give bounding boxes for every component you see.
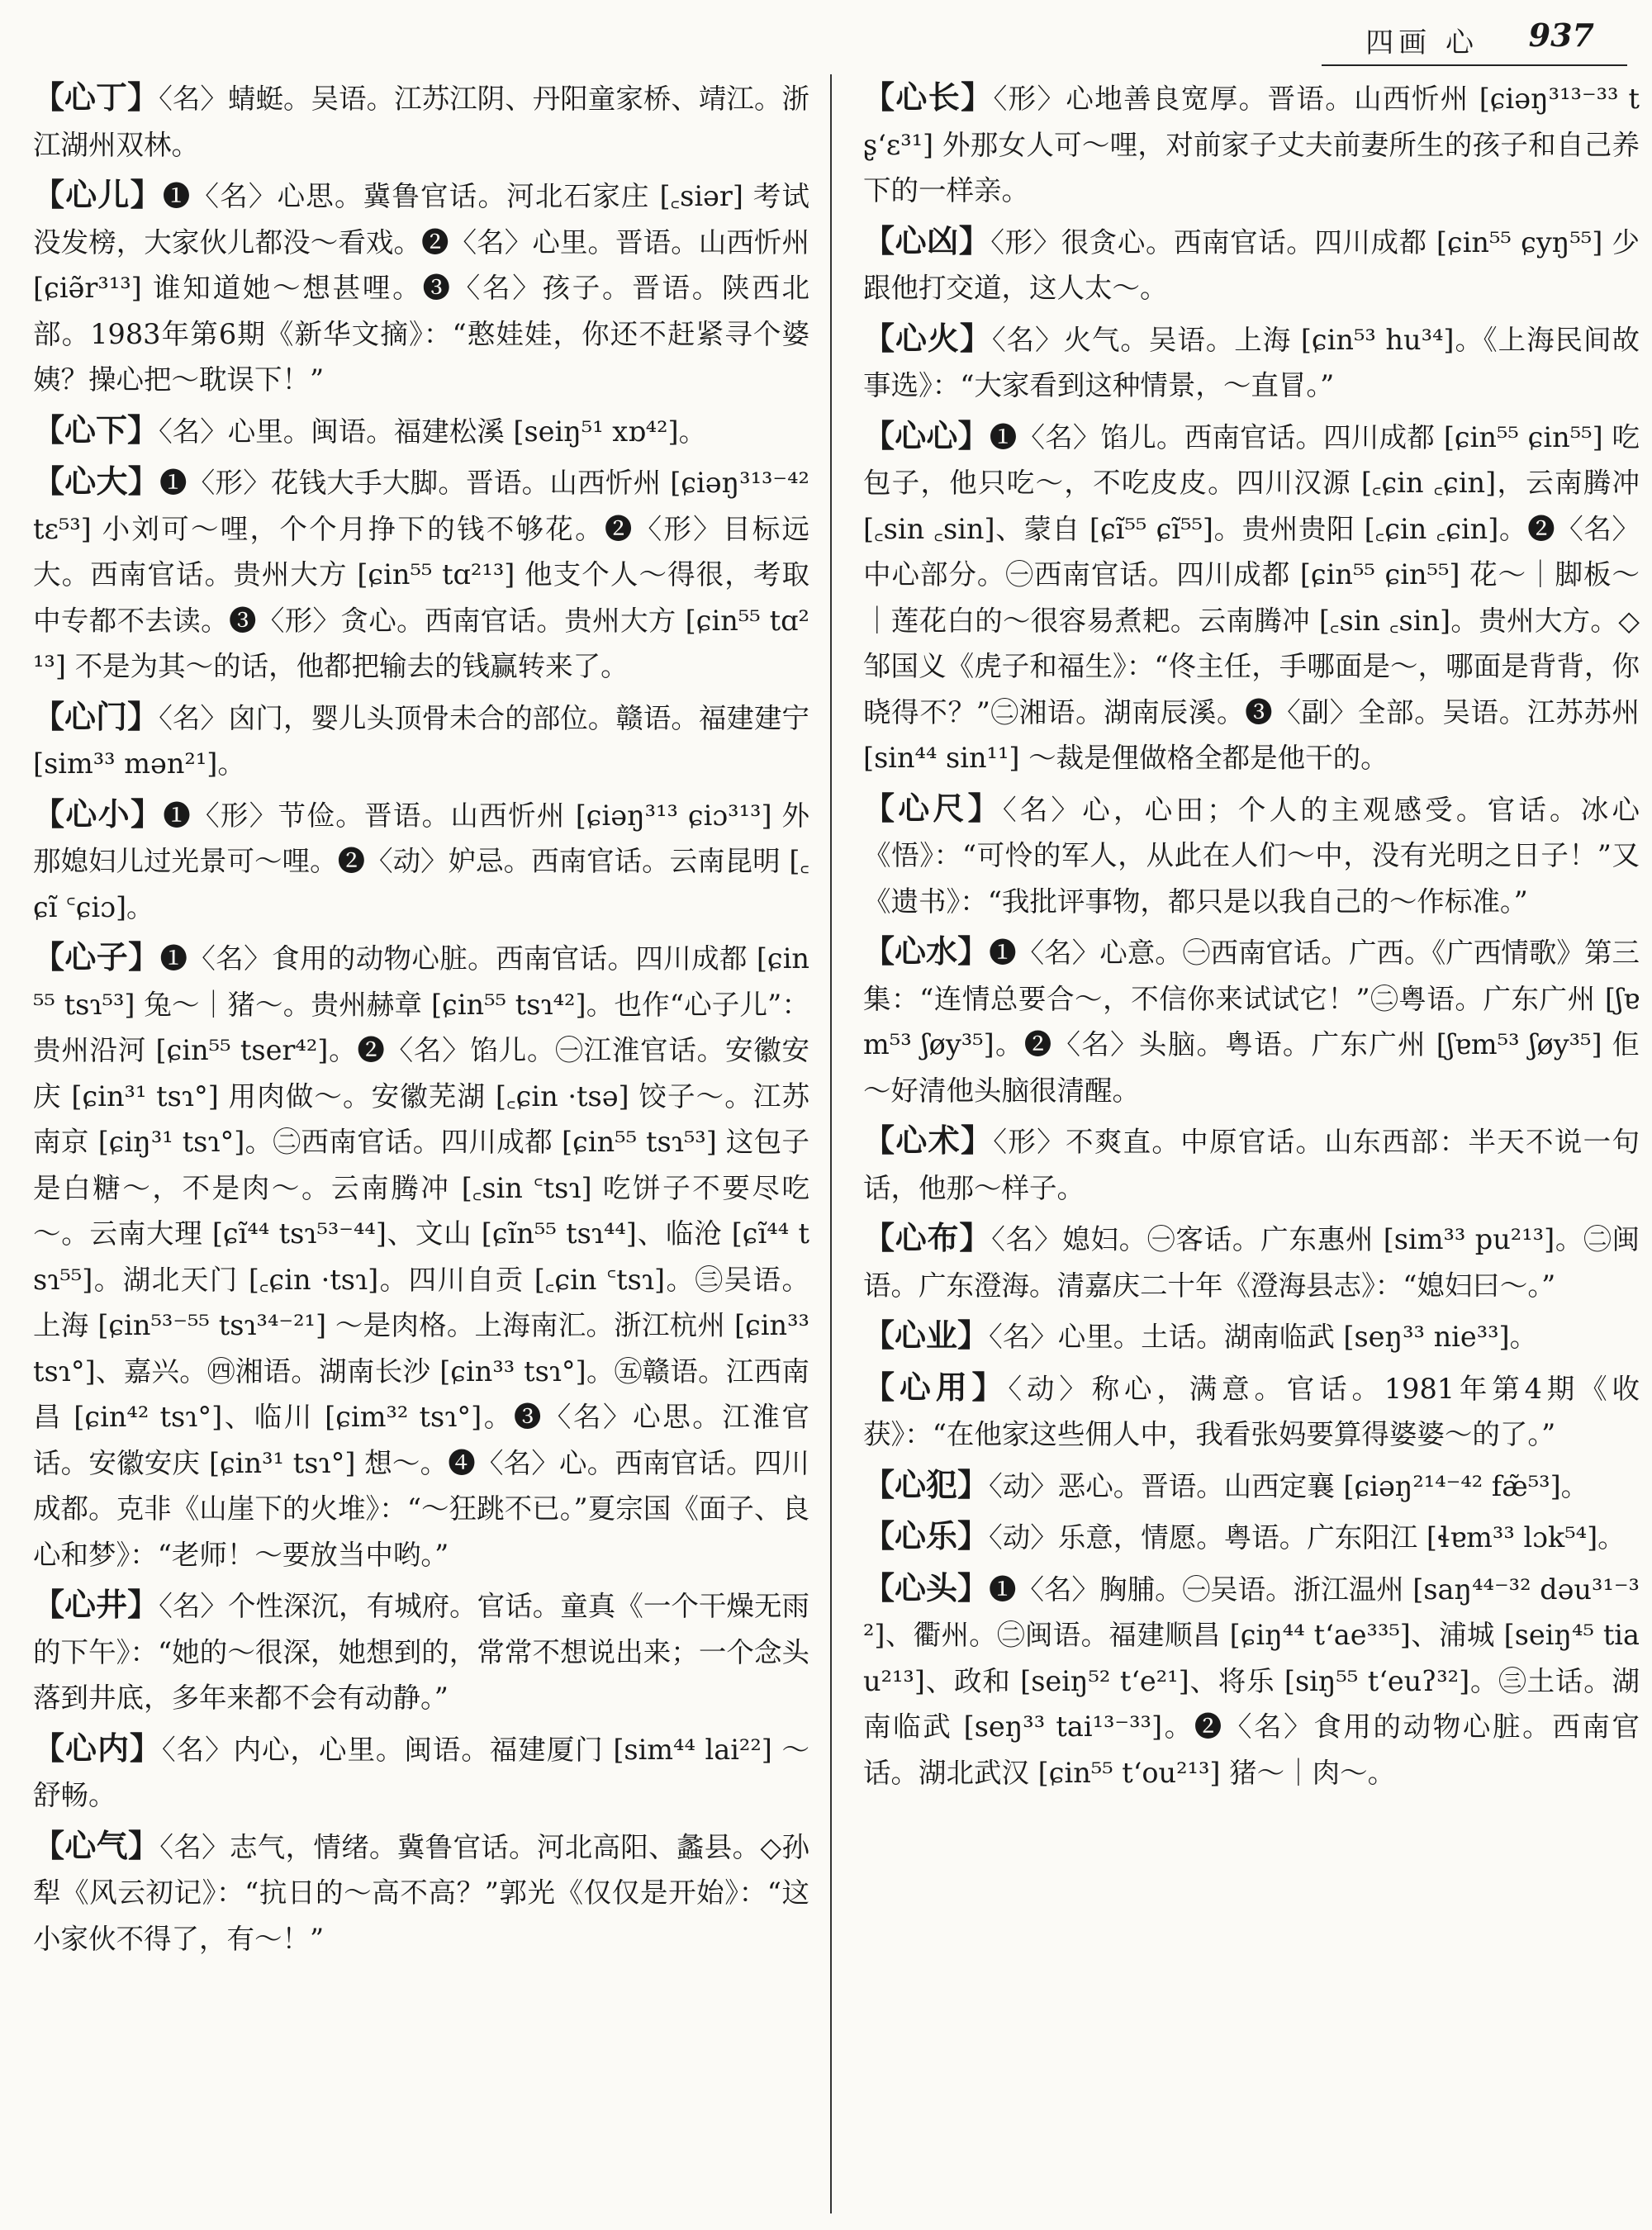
headword: 【心小】 — [33, 795, 164, 833]
definition: 〈名〉蜻蜓。吴语。江苏江阴、丹阳童家桥、靖江。浙江湖州双林。 — [33, 83, 809, 161]
right-column — [863, 74, 1640, 2213]
dictionary-entry — [33, 694, 809, 787]
headword: 【心乐】 — [863, 1517, 990, 1554]
headword: 【心业】 — [863, 1317, 990, 1354]
definition: ❶〈名〉食用的动物心脏。西南官话。四川成都 [ɕin⁵⁵ tsɿ⁵³] 兔～｜猪～。贵州赫章 [ɕin⁵⁵ tsɿ⁴²]。也作“心子儿”：贵州沿河 [ɕin⁵⁵ tser⁴²]。❷〈名〉馅儿。㊀江淮官话。安徽安庆 [ɕin³¹ tsɿ°] 用肉做～。安徽芜湖 [꜀ɕin ·tsə] 饺子～。江苏南京 [ɕiŋ³¹ tsɿ°]。㊁西南官话。四川成都 [ɕin⁵⁵ tsɿ⁵³] 这包子是白糖～，不是肉～。云南腾冲 [꜀sin ꜂tsɿ] 吃饼子不要尽吃～。云南大理 [ɕĩ⁴⁴ tsɿ⁵³⁻⁴⁴]、文山 [ɕĩn⁵⁵ tsɿ⁴⁴]、临沧 [ɕĩ⁴⁴ tsɿ⁵⁵]。湖北天门 [꜀ɕin ·tsɿ]。四川自贡 [꜀ɕin ꜂tsɿ]。㊂吴语。上海 [ɕin⁵³⁻⁵⁵ tsɿ³⁴⁻²¹] ～是肉格。上海南汇。浙江杭州 [ɕin³³ tsɿ°]、嘉兴。㊃湘语。湖南长沙 [ɕin³³ tsɿ°]。㊄赣语。江西南昌 [ɕin⁴² tsɿ°]、临川 [ɕim³² tsɿ°]。❸〈名〉心思。江淮官话。安徽安庆 [ɕin³¹ tsɿ°] 想～。❹〈名〉心。西南官话。四川成都。克非《山崖下的火堆》：“～狂跳不已。”夏宗国《面子、良心和梦》：“老师！～要放当中哟。” — [33, 942, 809, 1571]
dictionary-entry — [863, 785, 1640, 925]
left-column — [33, 74, 809, 2213]
definition: ❶〈形〉花钱大手大脚。晋语。山西忻州 [ɕiəŋ³¹³⁻⁴² tɛ⁵³] 小刘可～哩，个个月挣下的钱不够花。❷〈形〉目标远大。西南官话。贵州大方 [ɕin⁵⁵ tɑ²¹³] 他支个人～得很，考取中专都不去读。❸〈形〉贪心。西南官话。贵州大方 [ɕin⁵⁵ tɑ²¹³] 不是为其～的话，他都把输去的钱赢转来了。 — [33, 467, 809, 682]
definition: 〈形〉很贪心。西南官话。四川成都 [ɕin⁵⁵ ɕyŋ⁵⁵] 少跟他打交道，这人太～。 — [863, 225, 1640, 304]
headword: 【心火】 — [863, 319, 992, 357]
dictionary-entry — [33, 407, 809, 455]
headword: 【心门】 — [33, 697, 159, 735]
column-divider — [830, 74, 832, 2213]
dictionary-entry — [33, 1582, 809, 1721]
dictionary-entry — [33, 74, 809, 168]
headword: 【心用】 — [863, 1368, 1009, 1406]
dictionary-entry — [33, 458, 809, 690]
dictionary-entry — [863, 1364, 1640, 1458]
definition: 〈名〉个性深沉，有城府。官话。童真《一个干燥无雨的下午》：“她的～很深，她想到的，常常不想说出来；一个念头落到井底，多年来都不会有动静。” — [33, 1590, 809, 1714]
dictionary-entry — [863, 1462, 1640, 1510]
headword: 【心水】 — [863, 932, 990, 970]
definition: 〈名〉媳妇。㊀客话。广东惠州 [sim³³ pu²¹³]。㊁闽语。广东澄海。清嘉庆二十年《澄海县志》：“媳妇曰～。” — [863, 1223, 1640, 1302]
dictionary-entry — [863, 1312, 1640, 1360]
dictionary-entry — [863, 1565, 1640, 1796]
definition: 〈名〉心里。闽语。福建松溪 [seiŋ⁵¹ xɒ⁴²]。 — [159, 415, 707, 448]
definition: 〈动〉恶心。晋语。山西定襄 [ɕiəŋ²¹⁴⁻⁴² fæ̃⁵³]。 — [989, 1469, 1589, 1502]
definition: ❶〈名〉胸脯。㊀吴语。浙江温州 [saŋ⁴⁴⁻³² dəu³¹⁻³²]、衢州。㊁闽语。福建顺昌 [ɕiŋ⁴⁴ t‘ae³³⁵]、浦城 [seiŋ⁴⁵ tiau²¹³]、政和 [seiŋ⁵² t‘e²¹]、将乐 [siŋ⁵⁵ t‘euʔ³²]。㊂土话。湖南临武 [seŋ³³ tai¹³⁻³³]。❷〈名〉食用的动物心脏。西南官话。湖北武汉 [ɕin⁵⁵ t‘ou²¹³] 猪～｜肉～。 — [863, 1573, 1640, 1789]
dictionary-entry — [863, 316, 1640, 409]
definition: 〈名〉囟门，婴儿头顶骨未合的部位。赣语。福建建宁 [sim³³ mən²¹]。 — [33, 701, 809, 780]
dictionary-entry — [863, 1513, 1640, 1561]
definition: ❶〈名〉馅儿。西南官话。四川成都 [ɕin⁵⁵ ɕin⁵⁵] 吃包子，他只吃～，不吃皮皮。四川汉源 [꜀ɕin ꜀ɕin]，云南腾冲 [꜀sin ꜀sin]、蒙自 [ɕĩ⁵⁵ ɕĩ⁵⁵]。贵州贵阳 [꜀ɕin ꜀ɕin]。❷〈名〉中心部分。㊀西南官话。四川成都 [ɕin⁵⁵ ɕin⁵⁵] 花～｜脚板～｜莲花白的～很容易煮耙。云南腾冲 [꜀sin ꜀sin]。贵州大方。◇邹国义《虎子和福生》：“佟主任，手哪面是～，哪面是背背，你晓得不？”㊁湘语。湖南辰溪。❸〈副〉全部。吴语。江苏苏州 [sin⁴⁴ sin¹¹] ～裁是俚做格全都是他干的。 — [863, 420, 1640, 774]
definition: ❶〈名〉心意。㊀西南官话。广西。《广西情歌》第三集：“连情总要合～，不信你来试试它！”㊁粤语。广东广州 [ʃɐm⁵³ ʃøy³⁵]。❷〈名〉头脑。粤语。广东广州 [ʃɐm⁵³ ʃøy³⁵] 佢～好清他头脑很清醒。 — [863, 937, 1640, 1107]
dictionary-entry — [863, 218, 1640, 311]
section-title: 四画 心 — [1365, 26, 1479, 59]
definition: ❶〈名〉心思。冀鲁官话。河北石家庄 [꜀siər] 考试没发榜，大家伙儿都没～看戏。❷〈名〉心里。晋语。山西忻州 [ɕiə̃r³¹³] 谁知道她～想甚哩。❸〈名〉孩子。晋语。陕西北部。1983年第6期《新华文摘》：“憨娃娃，你还不赶紧寻个婆姨？操心把～耽误下！” — [33, 180, 809, 396]
definition: 〈形〉不爽直。中原官话。山东西部：半天不说一句话，他那～样子。 — [863, 1126, 1640, 1204]
headword: 【心气】 — [33, 1826, 160, 1864]
headword: 【心长】 — [863, 78, 994, 116]
headword: 【心头】 — [863, 1568, 990, 1606]
definition: 〈名〉心，心田；个人的主观感受。官话。冰心《悟》：“可怜的军人，从此在人们～中，没有光明之日子！”又《遗书》：“我批评事物，都只是以我自己的～作标准。” — [863, 793, 1640, 918]
definition: 〈动〉乐意，情愿。粤语。广东阳江 [ɬɐm³³ lɔk⁵⁴]。 — [989, 1521, 1626, 1554]
page-header — [0, 8, 1652, 66]
dictionary-entry — [33, 791, 809, 931]
dictionary-entry — [863, 74, 1640, 214]
headword: 【心大】 — [33, 463, 159, 500]
headword: 【心内】 — [33, 1729, 162, 1767]
headword: 【心犯】 — [863, 1465, 990, 1503]
headword: 【心心】 — [863, 416, 990, 454]
headword: 【心井】 — [33, 1586, 159, 1623]
definition: 〈名〉志气，情绪。冀鲁官话。河北高阳、蠡县。◇孙犁《风云初记》：“抗日的～高不高？”郭光《仅仅是开始》：“这小家伙不得了，有～！” — [33, 1830, 809, 1955]
dictionary-entry — [863, 413, 1640, 781]
dictionary-entry — [863, 1215, 1640, 1308]
dictionary-entry — [33, 172, 809, 403]
definition: 〈名〉内心，心里。闽语。福建厦门 [sim⁴⁴ lai²²] ～舒畅。 — [33, 1733, 809, 1811]
header-rule — [1322, 64, 1627, 66]
headword: 【心术】 — [863, 1122, 994, 1159]
headword: 【心尺】 — [863, 789, 1003, 827]
dictionary-entry — [863, 1117, 1640, 1211]
definition: 〈名〉火气。吴语。上海 [ɕin⁵³ hu³⁴]。《上海民间故事选》：“大家看到这种情景，～直冒。” — [863, 323, 1640, 401]
definition: ❶〈形〉节俭。晋语。山西忻州 [ɕiəŋ³¹³ ɕiɔ³¹³] 外那媳妇儿过光景可～哩。❷〈动〉妒忌。西南官话。云南昆明 [꜀ɕĩ ꜂ɕiɔ]。 — [33, 799, 809, 923]
dictionary-entry — [863, 928, 1640, 1113]
dictionary-entry — [33, 1725, 809, 1819]
definition: 〈名〉心里。土话。湖南临武 [seŋ³³ nie³³]。 — [989, 1321, 1538, 1353]
headword: 【心布】 — [863, 1219, 992, 1256]
page-number: 937 — [1528, 17, 1594, 54]
headword: 【心儿】 — [33, 176, 163, 213]
headword: 【心凶】 — [863, 221, 991, 259]
headword: 【心下】 — [33, 410, 159, 448]
definition: 〈动〉称心，满意。官话。1981年第4期《收获》：“在他家这些佣人中，我看张妈要算得婆婆～的了。” — [863, 1372, 1640, 1450]
headword: 【心子】 — [33, 938, 160, 975]
dictionary-entry — [33, 934, 809, 1578]
dictionary-entry — [33, 1823, 809, 1962]
definition: 〈形〉心地善良宽厚。晋语。山西忻州 [ɕiəŋ³¹³⁻³³ tʂ‘ɛ³¹] 外那女人可～哩，对前家子丈夫前妻所生的孩子和自己养下的一样亲。 — [863, 83, 1640, 206]
headword: 【心丁】 — [33, 78, 159, 116]
